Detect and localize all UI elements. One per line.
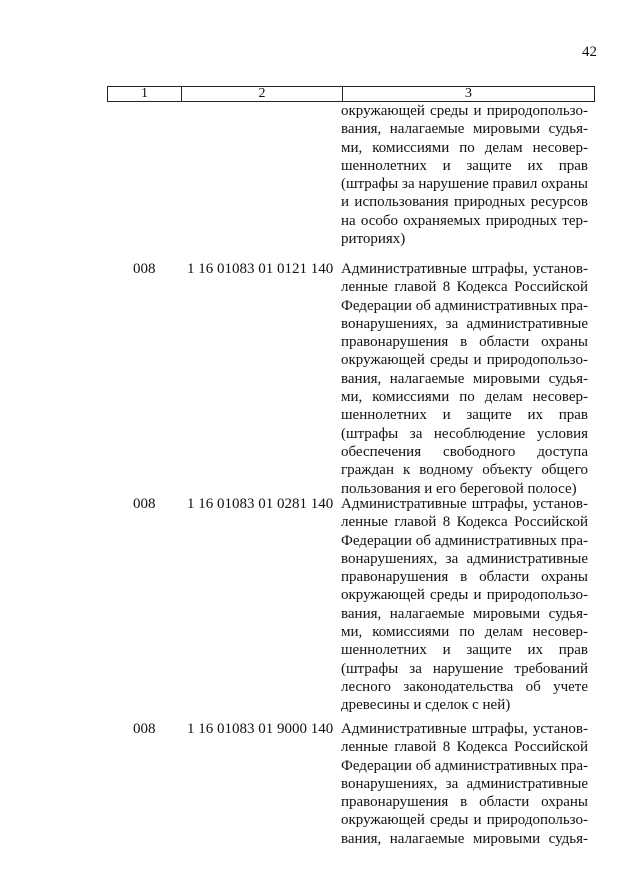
text-line: ленные главой 8 Кодекса Российской — [341, 514, 588, 531]
text-line: пользования и его береговой полосе) — [341, 480, 577, 497]
column-header-3: 3 — [465, 86, 472, 101]
text-line: (штрафы за нарушение правил охраны — [341, 176, 588, 193]
text-line: древесины и сделок с ней) — [341, 697, 511, 714]
kbk-code: 1 16 01083 01 9000 140 — [187, 721, 334, 737]
text-line: (штрафы за несоблюдение условия — [341, 425, 588, 442]
text-line: и использования природных ресурсов — [341, 194, 588, 211]
text-line: ленные главой 8 Кодекса Российской — [341, 739, 588, 756]
text-line: правонарушения в области охраны — [341, 334, 588, 351]
text-line: Административные штрафы, установ- — [341, 261, 588, 277]
table-header-row — [107, 86, 595, 102]
kbk-code: 1 16 01083 01 0281 140 — [187, 496, 334, 512]
text-line: обеспечения свободного доступа — [341, 443, 588, 460]
text-line: правонарушения в области охраны — [341, 794, 588, 811]
column-header-2: 2 — [182, 87, 343, 101]
text-line: шеннолетних и защите их прав — [341, 642, 588, 659]
text-line: окружающей среды и природопользо- — [341, 103, 588, 119]
description — [341, 495, 588, 715]
text-line: ми, комиссиями по делам несовер- — [341, 624, 588, 641]
admin-code: 008 — [133, 496, 156, 512]
text-line: вонарушениях, за административные — [341, 550, 588, 567]
text-line: Федерации об административных пра- — [341, 757, 588, 774]
text-line: лесного законодательства об учете — [341, 678, 588, 695]
text-line: окружающей среды и природопользо- — [341, 812, 588, 829]
description — [341, 720, 588, 848]
page-number: 42 — [582, 44, 597, 60]
text-line: вания, налагаемые мировыми судья- — [341, 605, 588, 622]
text-line: риториях) — [341, 231, 406, 248]
text-line: вонарушениях, за административные — [341, 775, 588, 792]
text-line: шеннолетних и защите их прав — [341, 157, 588, 174]
text-line: вания, налагаемые мировыми судья- — [341, 370, 588, 387]
text-line: Административные штрафы, установ- — [341, 496, 588, 512]
text-line: Федерации об административных пра- — [341, 532, 588, 549]
text-line: граждан к водному объекту общего — [341, 462, 588, 479]
text-line: Федерации об административных пра- — [341, 297, 588, 314]
text-line: вания, налагаемые мировыми судья- — [341, 830, 588, 847]
text-line: правонарушения в области охраны — [341, 569, 588, 586]
text-line: (штрафы за нарушение требований — [341, 660, 588, 677]
text-line: ми, комиссиями по делам несовер- — [341, 139, 588, 156]
text-line: вонарушениях, за административные — [341, 315, 588, 332]
admin-code: 008 — [133, 261, 156, 277]
text-line: шеннолетних и защите их прав — [341, 407, 588, 424]
kbk-code: 1 16 01083 01 0121 140 — [187, 261, 334, 277]
column-header-1: 1 — [108, 87, 182, 101]
text-line: вания, налагаемые мировыми судья- — [341, 121, 588, 138]
text-line: на особо охраняемых природных тер- — [341, 212, 588, 229]
text-line: окружающей среды и природопользо- — [341, 587, 588, 604]
text-line: ми, комиссиями по делам несовер- — [341, 389, 588, 406]
admin-code: 008 — [133, 721, 156, 737]
description — [341, 260, 588, 498]
continued-description — [341, 102, 588, 248]
text-line: Административные штрафы, установ- — [341, 721, 588, 737]
text-line: окружающей среды и природопользо- — [341, 352, 588, 369]
text-line: ленные главой 8 Кодекса Российской — [341, 279, 588, 296]
